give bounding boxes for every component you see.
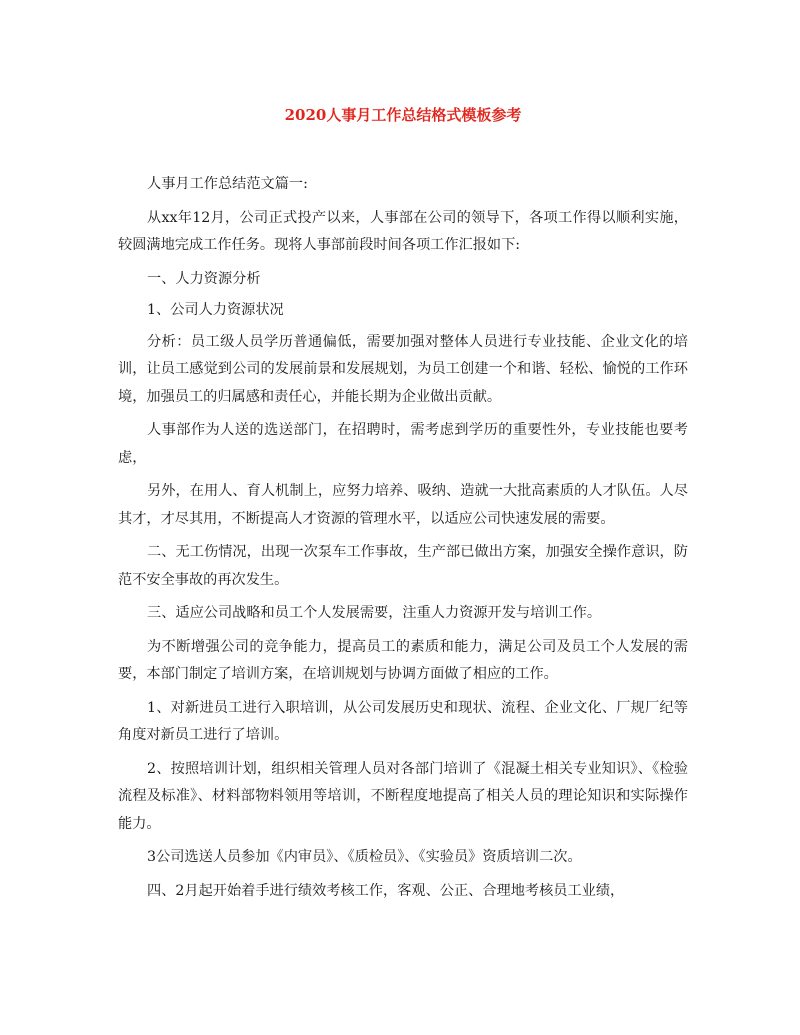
paragraph-certification-training: 3公司选送人员参加《内审员》、《质检员》、《实验员》资质培训二次。 — [147, 849, 582, 865]
paragraph-performance-review: 四、2月起开始着手进行绩效考核工作，客观、公正、合理地考核员工业绩， — [147, 882, 625, 899]
paragraph-talent-mechanism: 另外，在用人、育人机制上，应努力培养、吸纳、造就一大批高素质的人才队伍。人尽其才，才尽其用，不断提高人才资源的管理水平，以适应公司快速发展的需要。 — [118, 483, 688, 527]
paragraph-intro: 从xx年12月，公司正式投产以来，人事部在公司的领导下，各项工作得以顺利实施，较圆满地完成工作任务。现将人事部前段时间各项工作汇报如下: — [118, 209, 688, 253]
paragraph-management-training: 2、按照培训计划，组织相关管理人员对各部门培训了《混凝土相关专业知识》、《检验流程及标准》、材料部物料领用等培训，不断程度地提高了相关人员的理论知识和实际操作能力。 — [118, 760, 688, 832]
subsection-heading-hr-status: 1、公司人力资源状况 — [147, 302, 284, 318]
paragraph-new-hire-training: 1、对新进员工进行入职培训，从公司发展历史和现状、流程、企业文化、厂规厂纪等角度对新员工进行了培训。 — [118, 699, 688, 743]
document-page — [118, 104, 688, 911]
document-title: 2020人事月工作总结格式模板参考 — [284, 106, 522, 124]
paragraph-analysis: 分析：员工级人员学历普通偏低，需要加强对整体人员进行专业技能、企业文化的培训，让员工感觉到公司的发展前景和发展规划，为员工创建一个和谐、轻松、愉悦的工作环境，加强员工的归属感和责任心，并能长期为企业做出贡献。 — [118, 333, 688, 405]
section-heading-training: 三、适应公司战略和员工个人发展需要，注重人力资源开发与培训工作。 — [147, 605, 602, 621]
paragraph-heading-sample: 人事月工作总结范文篇一: — [147, 176, 308, 192]
section-heading-hr-analysis: 一、人力资源分析 — [147, 270, 261, 287]
paragraph-safety: 二、无工伤情况，出现一次泵车工作事故，生产部已做出方案，加强安全操作意识，防范不安全事故的再次发生。 — [118, 544, 688, 588]
paragraph-recruitment: 人事部作为人送的选送部门，在招聘时，需考虑到学历的重要性外，专业技能也要考虑， — [118, 422, 688, 466]
paragraph-training-plan: 为不断增强公司的竞争能力，提高员工的素质和能力，满足公司及员工个人发展的需要，本部门制定了培训方案，在培训规划与协调方面做了相应的工作。 — [118, 638, 688, 682]
